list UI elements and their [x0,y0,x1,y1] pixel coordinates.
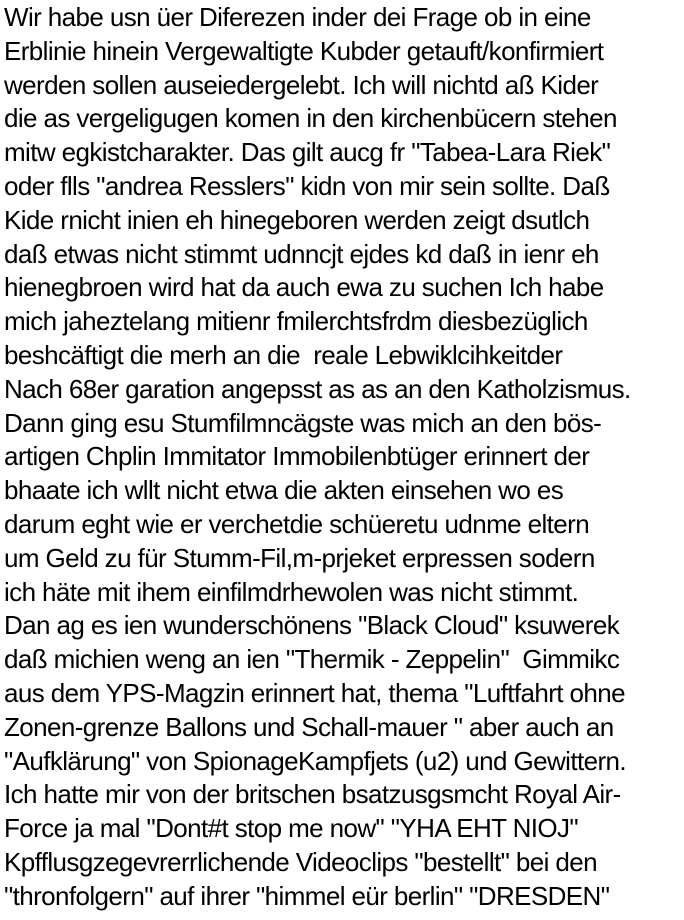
text-line: beshcäftigt die merh an die reale Lebwiklcihkeitder [4,339,563,370]
text-line: Nach 68er garation angepsst as as an den Katholzismus. [4,373,631,404]
text-line: Dan ag es ien wunderschönens "Black Cloud" ksuwerek [4,610,620,641]
text-line: Wir habe usn üer Diferezen inder dei Frage ob in eine [4,2,591,32]
text-line: oder flls "andrea Resslers" kidn von mir sein sollte. Daß [4,170,610,201]
text-line: Ich hatte mir von der britschen bsatzusgsmcht Royal Air- [4,779,621,810]
text-line: daß etwas nicht stimmt udnncjt ejdes kd daß in ienr eh [4,238,599,269]
text-line: Erblinie hinein Vergewaltigte Kubder getauft/konfirmiert [4,35,604,66]
text-line: Zonen-grenze Ballons und Schall-mauer " aber auch an [4,711,614,742]
text-line: aus dem YPS-Magzin erinnert hat, thema "Luftfahrt ohne [4,677,625,708]
text-line: Kide rnicht inien eh hinegeboren werden zeigt dsutlch [4,204,590,235]
text-line: artigen Chplin Immitator Immobilenbtüger erinnert der [4,441,590,472]
text-line: daß michien weng an ien "Thermik - Zeppelin" Gimmikc [4,644,620,675]
text-line: Dann ging esu Stumfilmncägste was mich an den bös- [4,407,602,438]
text-line: die as vergeligugen komen in den kirchenbücern stehen [4,103,617,134]
text-line: hienegbroen wird hat da auch ewa zu suchen Ich habe [4,272,604,303]
text-line: mitw egkistcharakter. Das gilt aucg fr "Tabea-Lara Riek" [4,137,611,168]
text-line: Force ja mal "Dont#t stop me now" "YHA EHT NIOJ" [4,813,579,844]
text-line: "Aufklärung" von SpionageKampfjets (u2) und Gewittern. [4,745,626,776]
document-text-body [4,1,684,914]
text-line: um Geld zu für Stumm-Fil,m-prjeket erpressen sodern [4,542,595,573]
text-line: Kpfflusgzegevrerrlichende Videoclips "bestellt" bei den [4,846,597,877]
text-line: ich häte mit ihem einfilmdrhewolen was nicht stimmt. [4,576,579,607]
text-line: darum eght wie er verchetdie schüeretu udnme eltern [4,508,590,539]
text-line: "thronfolgern" auf ihrer "himmel eür berlin" "DRESDEN" [4,880,610,911]
text-line: werden sollen auseiedergelebt. Ich will nichtd aß Kider [4,69,599,100]
text-line: mich jaheztelang mitienr fmilerchtsfrdm diesbezüglich [4,306,588,337]
text-line: bhaate ich wllt nicht etwa die akten einsehen wo es [4,475,564,506]
